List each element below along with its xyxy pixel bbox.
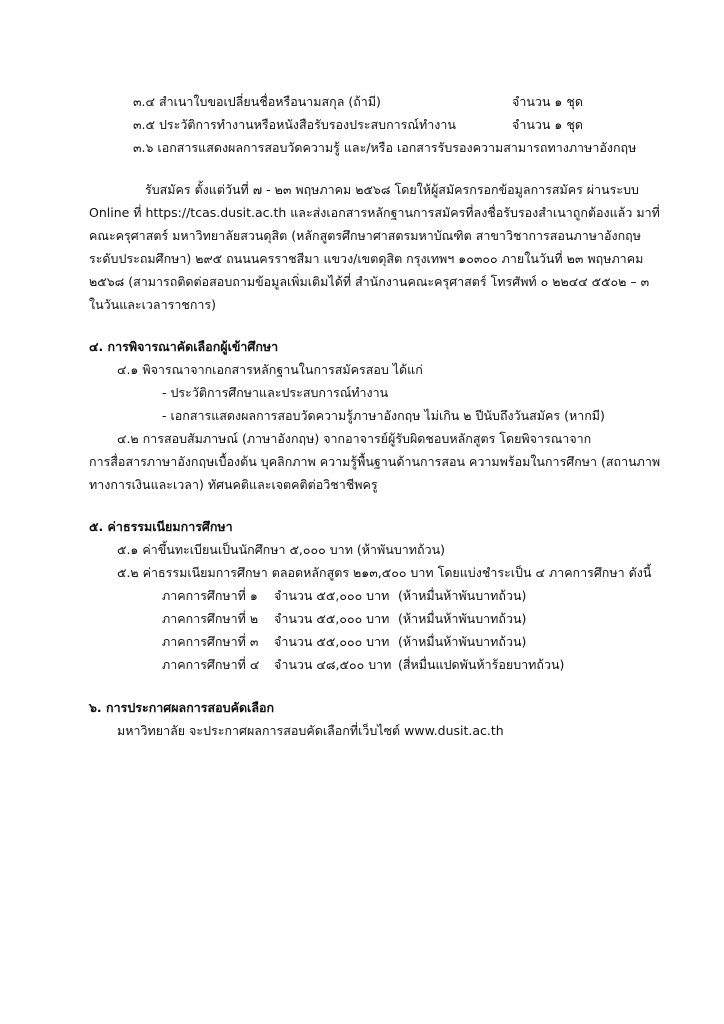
section-4-heading: ๔. การพิจารณาคัดเลือกผู้เข้าศึกษา [89,339,279,354]
section-5-item-2: ๕.๒ ค่าธรรมเนียมการศึกษา ตลอดหลักสูตร ๒๑๓,๕๐๐ บาท โดยแบ่งชำระเป็น ๔ ภาคการศึกษา ดังนี้ [117,565,652,580]
section-5-heading: ๕. ค่าธรรมเนียมการศึกษา [89,519,233,534]
section-4-item-2-line-2: การสื่อสารภาษาอังกฤษเบื้องต้น บุคลิกภาพ ความรู้พื้นฐานด้านการสอน ความพร้อมในการศึกษา (สถานภาพ [89,454,661,469]
application-line-2: Online ที่ https://tcas.dusit.ac.th และส่งเอกสารหลักฐานการสมัครที่ลงชื่อรับรองสำเนาถูกต้องแล้ว มาที่ [89,205,660,220]
application-line-1: รับสมัคร ตั้งแต่วันที่ ๗ - ๒๓ พฤษภาคม ๒๕๖๘ โดยให้ผู้สมัครกรอกข้อมูลการสมัคร ผ่านระบบ [145,182,639,197]
fee-term-4-amount: จำนวน ๔๘,๕๐๐ บาท [274,657,392,672]
fee-term-1-label: ภาคการศึกษาที่ ๑ [162,588,258,603]
fee-term-4-label: ภาคการศึกษาที่ ๔ [162,657,260,672]
section-4-item-2-line-1: ๔.๒ การสอบสัมภาษณ์ (ภาษาอังกฤษ) จากอาจารย์ผู้รับผิดชอบหลักสูตร โดยพิจารณาจาก [117,431,592,446]
fee-term-2-words: (ห้าหมื่นห้าพันบาทถ้วน) [398,611,527,626]
section-4-bullet-2: - เอกสารแสดงผลการสอบวัดความรู้ภาษาอังกฤษ ไม่เกิน ๒ ปีนับถึงวันสมัคร (หากมี) [162,408,605,423]
application-line-5: ๒๕๖๘ (สามารถติดต่อสอบถามข้อมูลเพิ่มเติมได้ที่ สำนักงานคณะครุศาสตร์ โทรศัพท์ ๐ ๒๒๔๔ ๕๕๐๒ – ๓ [89,274,650,289]
section-4-item-2-line-3: ทางการเงินและเวลา) ทัศนคติและเจตคติต่อวิชาชีพครู [89,477,378,492]
section-4-bullet-1: - ประวัติการศึกษาและประสบการณ์ทำงาน [162,385,389,400]
section-6-body: มหาวิทยาลัย จะประกาศผลการสอบคัดเลือกที่เว็บไซต์ www.dusit.ac.th [117,723,504,738]
section-4-item-1: ๔.๑ พิจารณาจากเอกสารหลักฐานในการสมัครสอบ ได้แก่ [117,362,423,377]
fee-term-3-label: ภาคการศึกษาที่ ๓ [162,634,259,649]
doc-item-3-5-qty: จำนวน ๑ ชุด [512,117,583,132]
doc-item-3-6: ๓.๖ เอกสารแสดงผลการสอบวัดความรู้ และ/หรือ เอกสารรับรองความสามารถทางภาษาอังกฤษ [133,140,637,155]
fee-term-2-amount: จำนวน ๕๕,๐๐๐ บาท [274,611,390,626]
doc-item-3-4-qty: จำนวน ๑ ชุด [512,94,583,109]
section-5-item-1: ๕.๑ ค่าขึ้นทะเบียนเป็นนักศึกษา ๕,๐๐๐ บาท (ห้าพันบาทถ้วน) [117,542,446,557]
application-line-4: ระดับประถมศึกษา) ๒๙๕ ถนนนครราชสีมา แขวง/เขตดุสิต กรุงเทพฯ ๑๐๓๐๐ ภายในวันที่ ๒๓ พฤษภาคม [89,251,644,266]
doc-item-3-5: ๓.๕ ประวัติการทำงานหรือหนังสือรับรองประสบการณ์ทำงาน [133,117,456,132]
fee-term-3-words: (ห้าหมื่นห้าพันบาทถ้วน) [398,634,527,649]
application-line-3: คณะครุศาสตร์ มหาวิทยาลัยสวนดุสิต (หลักสูตรศึกษาศาสตรมหาบัณฑิต สาขาวิชาการสอนภาษาอังกฤษ [89,228,641,243]
section-6-heading: ๖. การประกาศผลการสอบคัดเลือก [89,700,275,715]
fee-term-2-label: ภาคการศึกษาที่ ๒ [162,611,259,626]
application-line-6: ในวันและเวลาราชการ) [89,297,217,312]
fee-term-4-words: (สี่หมื่นแปดพันห้าร้อยบาทถ้วน) [398,657,565,672]
doc-item-3-4: ๓.๔ สำเนาใบขอเปลี่ยนชื่อหรือนามสกุล (ถ้ามี) [133,94,381,109]
fee-term-1-amount: จำนวน ๕๕,๐๐๐ บาท [274,588,390,603]
fee-term-1-words: (ห้าหมื่นห้าพันบาทถ้วน) [398,588,527,603]
fee-term-3-amount: จำนวน ๕๕,๐๐๐ บาท [274,634,390,649]
